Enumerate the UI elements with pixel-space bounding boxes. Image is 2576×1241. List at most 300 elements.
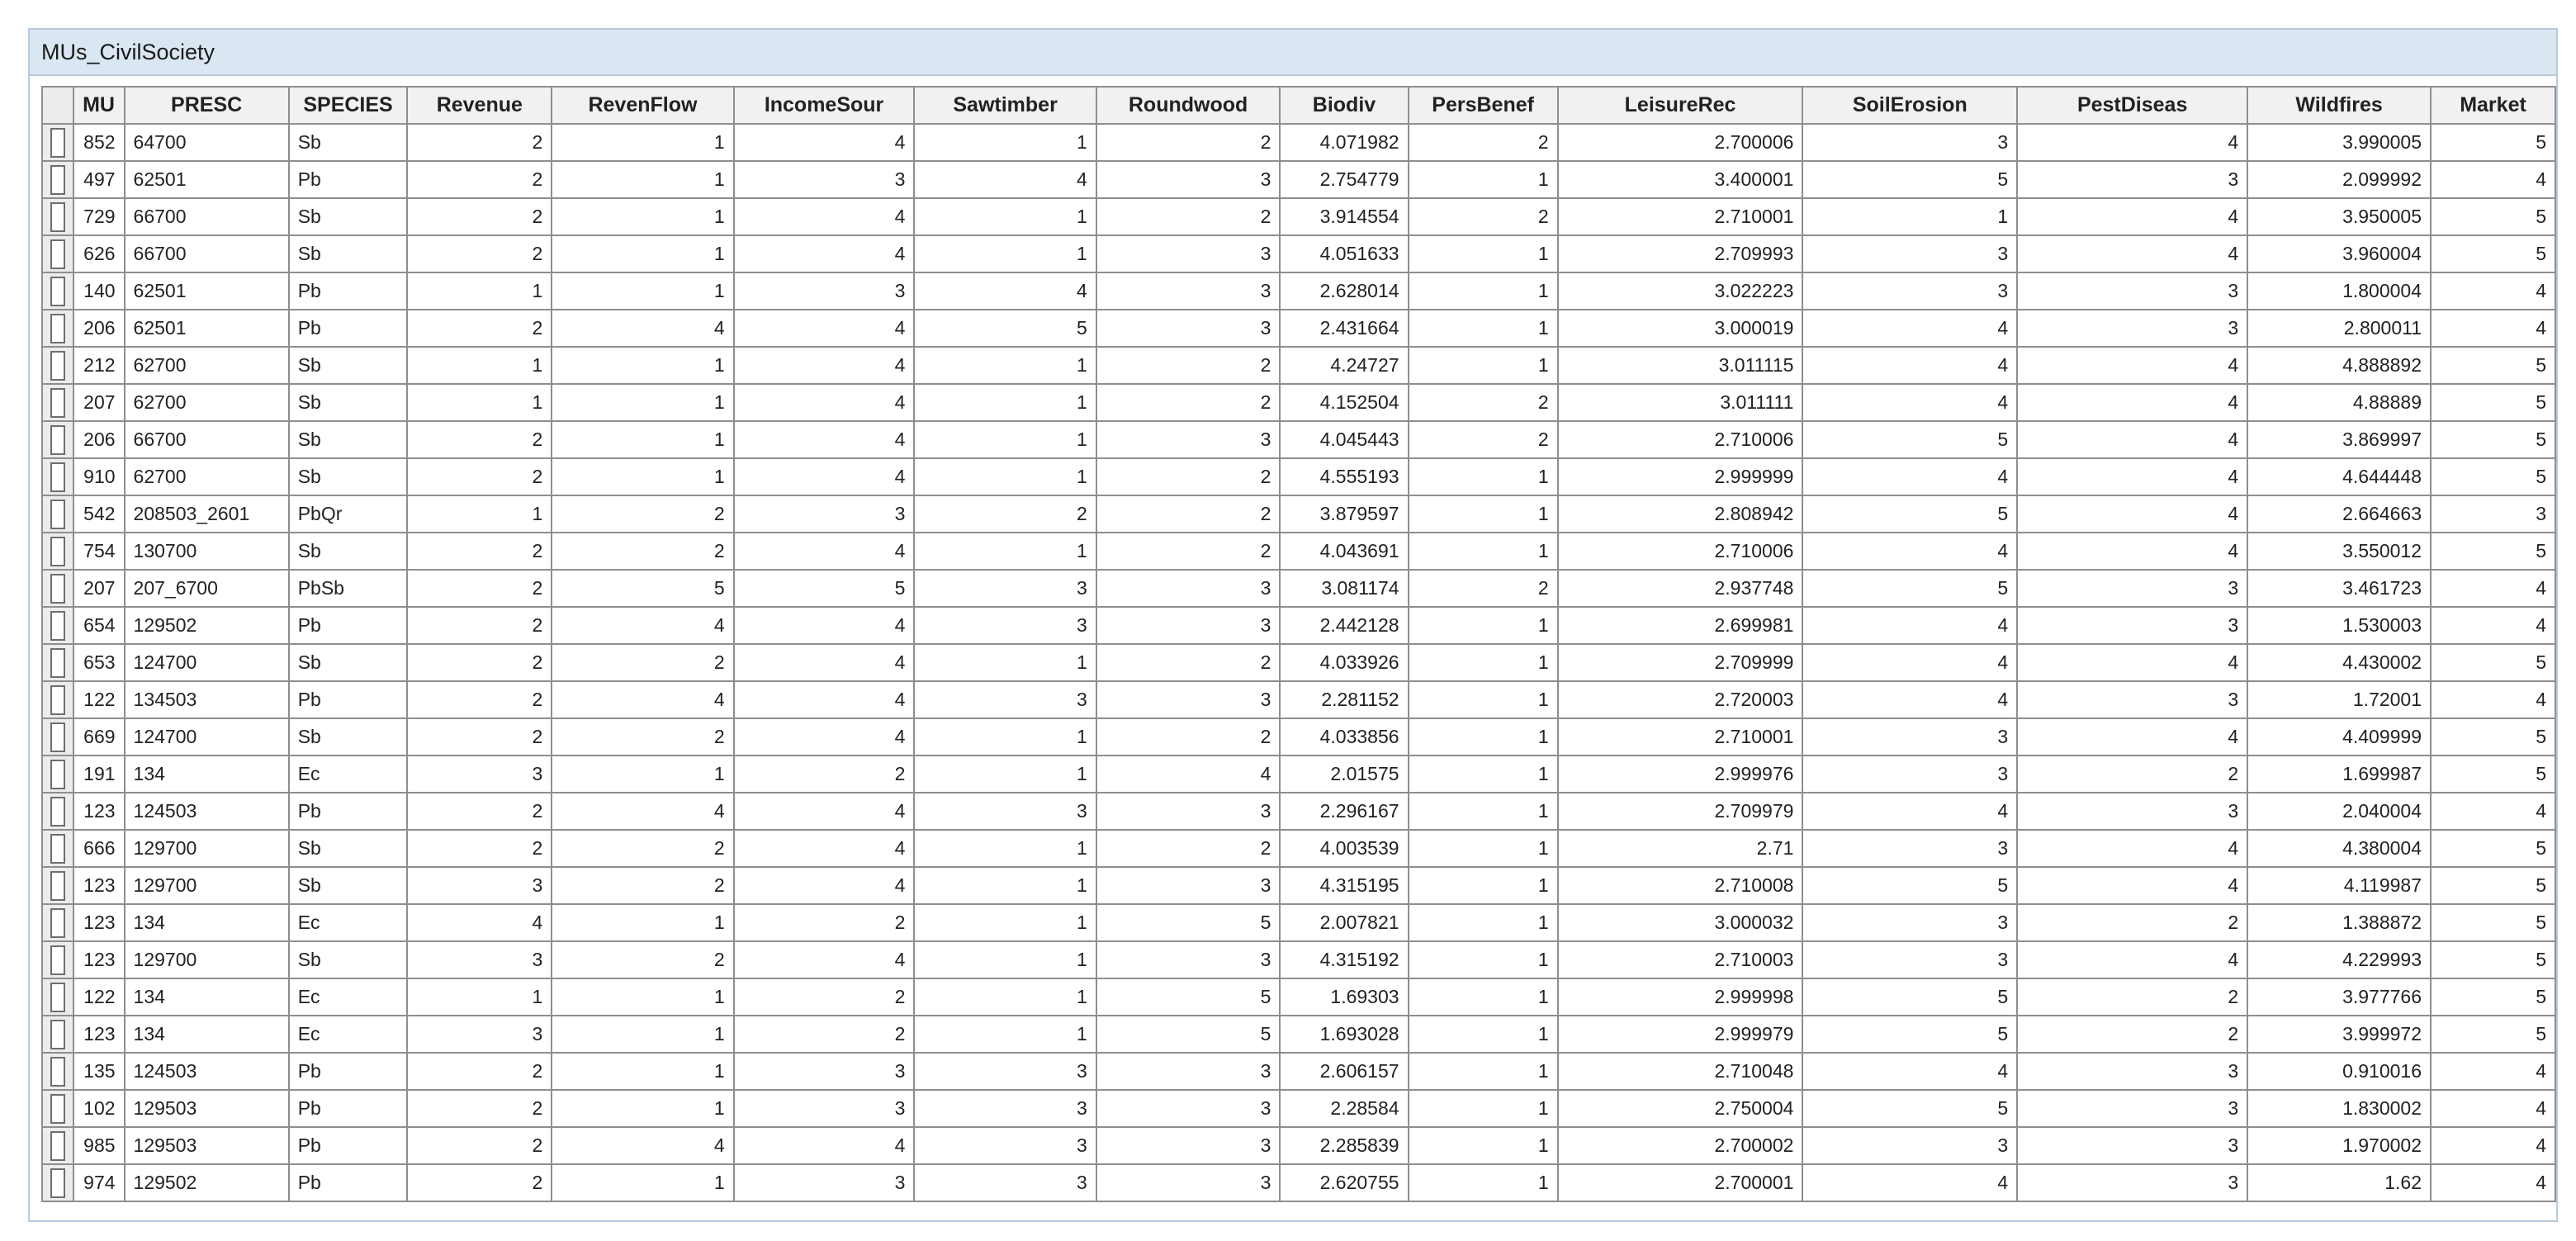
table-row[interactable] bbox=[42, 681, 2555, 718]
cell-mu[interactable]: 206 bbox=[73, 310, 125, 347]
cell-presc[interactable]: 134 bbox=[125, 978, 289, 1016]
cell-sawtimber[interactable]: 3 bbox=[914, 1164, 1096, 1201]
cell-biodiv[interactable]: 4.043691 bbox=[1280, 533, 1408, 570]
cell-wildfires[interactable]: 1.830002 bbox=[2247, 1090, 2431, 1127]
cell-pestdiseas[interactable]: 3 bbox=[2017, 272, 2247, 310]
cell-pestdiseas[interactable]: 3 bbox=[2017, 570, 2247, 607]
cell-persbenef[interactable]: 2 bbox=[1409, 384, 1558, 421]
cell-presc[interactable]: 208503_2601 bbox=[125, 495, 289, 533]
cell-revenue[interactable]: 1 bbox=[407, 384, 552, 421]
row-selector-box[interactable] bbox=[50, 908, 65, 938]
cell-market[interactable]: 4 bbox=[2431, 570, 2555, 607]
cell-leisurerec[interactable]: 2.999998 bbox=[1558, 978, 1803, 1016]
cell-persbenef[interactable]: 1 bbox=[1409, 161, 1558, 198]
cell-sawtimber[interactable]: 1 bbox=[914, 421, 1096, 458]
column-header-wildfires[interactable]: Wildfires bbox=[2247, 87, 2431, 124]
cell-roundwood[interactable]: 3 bbox=[1096, 272, 1281, 310]
cell-revenue[interactable]: 2 bbox=[407, 124, 552, 161]
row-selector-box[interactable] bbox=[50, 500, 65, 529]
cell-soilerosion[interactable]: 4 bbox=[1802, 533, 2017, 570]
cell-roundwood[interactable]: 5 bbox=[1096, 978, 1281, 1016]
cell-sawtimber[interactable]: 3 bbox=[914, 793, 1096, 830]
table-row[interactable] bbox=[42, 607, 2555, 644]
row-selector-box[interactable] bbox=[50, 760, 65, 789]
cell-leisurerec[interactable]: 3.011115 bbox=[1558, 347, 1803, 384]
cell-market[interactable]: 4 bbox=[2431, 1090, 2555, 1127]
cell-roundwood[interactable]: 3 bbox=[1096, 681, 1281, 718]
cell-mu[interactable]: 666 bbox=[73, 830, 125, 867]
table-row[interactable] bbox=[42, 1016, 2555, 1053]
cell-presc[interactable]: 62700 bbox=[125, 384, 289, 421]
cell-wildfires[interactable]: 1.699987 bbox=[2247, 755, 2431, 793]
cell-pestdiseas[interactable]: 2 bbox=[2017, 904, 2247, 941]
column-header-species[interactable]: SPECIES bbox=[289, 87, 408, 124]
table-row[interactable] bbox=[42, 1164, 2555, 1201]
cell-roundwood[interactable]: 3 bbox=[1096, 421, 1281, 458]
cell-leisurerec[interactable]: 2.700006 bbox=[1558, 124, 1803, 161]
cell-incomesour[interactable]: 4 bbox=[734, 533, 915, 570]
cell-mu[interactable]: 974 bbox=[73, 1164, 125, 1201]
cell-revenflow[interactable]: 1 bbox=[552, 1164, 733, 1201]
cell-wildfires[interactable]: 4.229993 bbox=[2247, 941, 2431, 978]
row-selector-box[interactable] bbox=[50, 388, 65, 418]
cell-sawtimber[interactable]: 1 bbox=[914, 718, 1096, 755]
cell-market[interactable]: 4 bbox=[2431, 1053, 2555, 1090]
cell-presc[interactable]: 129700 bbox=[125, 830, 289, 867]
cell-biodiv[interactable]: 2.28584 bbox=[1280, 1090, 1408, 1127]
cell-sawtimber[interactable]: 3 bbox=[914, 1127, 1096, 1164]
cell-wildfires[interactable]: 2.099992 bbox=[2247, 161, 2431, 198]
cell-revenue[interactable]: 2 bbox=[407, 458, 552, 495]
cell-species[interactable]: Sb bbox=[289, 867, 408, 904]
cell-mu[interactable]: 654 bbox=[73, 607, 125, 644]
cell-leisurerec[interactable]: 2.808942 bbox=[1558, 495, 1803, 533]
cell-roundwood[interactable]: 3 bbox=[1096, 607, 1281, 644]
cell-mu[interactable]: 910 bbox=[73, 458, 125, 495]
cell-sawtimber[interactable]: 1 bbox=[914, 941, 1096, 978]
cell-soilerosion[interactable]: 4 bbox=[1802, 458, 2017, 495]
cell-presc[interactable]: 66700 bbox=[125, 235, 289, 272]
cell-roundwood[interactable]: 3 bbox=[1096, 310, 1281, 347]
cell-persbenef[interactable]: 1 bbox=[1409, 272, 1558, 310]
cell-persbenef[interactable]: 1 bbox=[1409, 718, 1558, 755]
row-selector-box[interactable] bbox=[50, 1094, 65, 1124]
table-row[interactable] bbox=[42, 644, 2555, 681]
cell-market[interactable]: 5 bbox=[2431, 235, 2555, 272]
row-selector-box[interactable] bbox=[50, 611, 65, 641]
cell-roundwood[interactable]: 4 bbox=[1096, 755, 1281, 793]
cell-revenue[interactable]: 2 bbox=[407, 1053, 552, 1090]
table-row[interactable] bbox=[42, 347, 2555, 384]
cell-mu[interactable]: 852 bbox=[73, 124, 125, 161]
cell-mu[interactable]: 123 bbox=[73, 904, 125, 941]
cell-biodiv[interactable]: 4.152504 bbox=[1280, 384, 1408, 421]
cell-pestdiseas[interactable]: 4 bbox=[2017, 421, 2247, 458]
cell-sawtimber[interactable]: 1 bbox=[914, 1016, 1096, 1053]
cell-incomesour[interactable]: 4 bbox=[734, 830, 915, 867]
cell-species[interactable]: Ec bbox=[289, 978, 408, 1016]
cell-soilerosion[interactable]: 5 bbox=[1802, 161, 2017, 198]
cell-leisurerec[interactable]: 3.022223 bbox=[1558, 272, 1803, 310]
cell-sawtimber[interactable]: 1 bbox=[914, 384, 1096, 421]
cell-market[interactable]: 4 bbox=[2431, 1164, 2555, 1201]
table-row[interactable] bbox=[42, 124, 2555, 161]
cell-revenue[interactable]: 2 bbox=[407, 533, 552, 570]
table-row[interactable] bbox=[42, 495, 2555, 533]
cell-biodiv[interactable]: 2.754779 bbox=[1280, 161, 1408, 198]
cell-persbenef[interactable]: 1 bbox=[1409, 681, 1558, 718]
cell-incomesour[interactable]: 4 bbox=[734, 867, 915, 904]
cell-market[interactable]: 4 bbox=[2431, 272, 2555, 310]
cell-pestdiseas[interactable]: 4 bbox=[2017, 495, 2247, 533]
cell-roundwood[interactable]: 3 bbox=[1096, 161, 1281, 198]
cell-sawtimber[interactable]: 1 bbox=[914, 755, 1096, 793]
cell-species[interactable]: Sb bbox=[289, 198, 408, 235]
cell-leisurerec[interactable]: 2.710008 bbox=[1558, 867, 1803, 904]
cell-revenue[interactable]: 2 bbox=[407, 681, 552, 718]
row-selector[interactable] bbox=[42, 718, 73, 755]
cell-pestdiseas[interactable]: 2 bbox=[2017, 1016, 2247, 1053]
cell-mu[interactable]: 122 bbox=[73, 681, 125, 718]
cell-pestdiseas[interactable]: 4 bbox=[2017, 830, 2247, 867]
cell-soilerosion[interactable]: 4 bbox=[1802, 310, 2017, 347]
cell-presc[interactable]: 66700 bbox=[125, 421, 289, 458]
cell-persbenef[interactable]: 2 bbox=[1409, 198, 1558, 235]
cell-leisurerec[interactable]: 2.700002 bbox=[1558, 1127, 1803, 1164]
column-header-leisurerec[interactable]: LeisureRec bbox=[1558, 87, 1803, 124]
cell-revenue[interactable]: 2 bbox=[407, 1090, 552, 1127]
cell-presc[interactable]: 62501 bbox=[125, 272, 289, 310]
cell-species[interactable]: Pb bbox=[289, 681, 408, 718]
cell-revenue[interactable]: 2 bbox=[407, 161, 552, 198]
cell-wildfires[interactable]: 2.664663 bbox=[2247, 495, 2431, 533]
cell-revenue[interactable]: 2 bbox=[407, 793, 552, 830]
cell-biodiv[interactable]: 2.628014 bbox=[1280, 272, 1408, 310]
cell-incomesour[interactable]: 3 bbox=[734, 272, 915, 310]
cell-roundwood[interactable]: 2 bbox=[1096, 458, 1281, 495]
cell-market[interactable]: 3 bbox=[2431, 495, 2555, 533]
cell-species[interactable]: Sb bbox=[289, 458, 408, 495]
cell-soilerosion[interactable]: 3 bbox=[1802, 830, 2017, 867]
row-selector[interactable] bbox=[42, 1053, 73, 1090]
cell-leisurerec[interactable]: 2.710006 bbox=[1558, 533, 1803, 570]
row-selector[interactable] bbox=[42, 570, 73, 607]
cell-soilerosion[interactable]: 1 bbox=[1802, 198, 2017, 235]
cell-presc[interactable]: 62501 bbox=[125, 161, 289, 198]
cell-persbenef[interactable]: 1 bbox=[1409, 1016, 1558, 1053]
cell-revenflow[interactable]: 1 bbox=[552, 347, 733, 384]
cell-mu[interactable]: 497 bbox=[73, 161, 125, 198]
table-row[interactable] bbox=[42, 867, 2555, 904]
cell-presc[interactable]: 130700 bbox=[125, 533, 289, 570]
cell-wildfires[interactable]: 3.950005 bbox=[2247, 198, 2431, 235]
cell-revenue[interactable]: 2 bbox=[407, 644, 552, 681]
cell-roundwood[interactable]: 3 bbox=[1096, 570, 1281, 607]
cell-soilerosion[interactable]: 5 bbox=[1802, 1016, 2017, 1053]
table-row[interactable] bbox=[42, 570, 2555, 607]
cell-incomesour[interactable]: 4 bbox=[734, 421, 915, 458]
cell-leisurerec[interactable]: 2.709999 bbox=[1558, 644, 1803, 681]
row-selector[interactable] bbox=[42, 124, 73, 161]
cell-wildfires[interactable]: 4.409999 bbox=[2247, 718, 2431, 755]
cell-persbenef[interactable]: 1 bbox=[1409, 1127, 1558, 1164]
cell-presc[interactable]: 124700 bbox=[125, 718, 289, 755]
cell-pestdiseas[interactable]: 3 bbox=[2017, 607, 2247, 644]
cell-soilerosion[interactable]: 5 bbox=[1802, 570, 2017, 607]
cell-species[interactable]: Sb bbox=[289, 718, 408, 755]
cell-species[interactable]: Pb bbox=[289, 1090, 408, 1127]
cell-revenue[interactable]: 3 bbox=[407, 755, 552, 793]
cell-persbenef[interactable]: 1 bbox=[1409, 495, 1558, 533]
cell-soilerosion[interactable]: 5 bbox=[1802, 867, 2017, 904]
cell-sawtimber[interactable]: 1 bbox=[914, 347, 1096, 384]
cell-persbenef[interactable]: 1 bbox=[1409, 347, 1558, 384]
cell-revenflow[interactable]: 1 bbox=[552, 1053, 733, 1090]
row-selector-box[interactable] bbox=[50, 1020, 65, 1049]
cell-soilerosion[interactable]: 3 bbox=[1802, 755, 2017, 793]
cell-revenue[interactable]: 3 bbox=[407, 941, 552, 978]
cell-revenue[interactable]: 1 bbox=[407, 272, 552, 310]
cell-mu[interactable]: 207 bbox=[73, 384, 125, 421]
cell-revenflow[interactable]: 2 bbox=[552, 495, 733, 533]
cell-revenflow[interactable]: 2 bbox=[552, 941, 733, 978]
cell-incomesour[interactable]: 2 bbox=[734, 904, 915, 941]
table-row[interactable] bbox=[42, 198, 2555, 235]
cell-roundwood[interactable]: 3 bbox=[1096, 793, 1281, 830]
row-selector-box[interactable] bbox=[50, 648, 65, 678]
cell-wildfires[interactable]: 4.380004 bbox=[2247, 830, 2431, 867]
cell-wildfires[interactable]: 2.800011 bbox=[2247, 310, 2431, 347]
cell-leisurerec[interactable]: 2.999979 bbox=[1558, 1016, 1803, 1053]
cell-roundwood[interactable]: 2 bbox=[1096, 198, 1281, 235]
cell-soilerosion[interactable]: 4 bbox=[1802, 347, 2017, 384]
cell-market[interactable]: 4 bbox=[2431, 310, 2555, 347]
table-row[interactable] bbox=[42, 235, 2555, 272]
row-selector-box[interactable] bbox=[50, 983, 65, 1012]
cell-mu[interactable]: 626 bbox=[73, 235, 125, 272]
cell-species[interactable]: Sb bbox=[289, 941, 408, 978]
cell-mu[interactable]: 123 bbox=[73, 941, 125, 978]
cell-soilerosion[interactable]: 4 bbox=[1802, 1164, 2017, 1201]
table-row[interactable] bbox=[42, 941, 2555, 978]
cell-presc[interactable]: 124503 bbox=[125, 1053, 289, 1090]
cell-presc[interactable]: 129503 bbox=[125, 1127, 289, 1164]
cell-roundwood[interactable]: 5 bbox=[1096, 904, 1281, 941]
column-header-market[interactable]: Market bbox=[2431, 87, 2555, 124]
cell-species[interactable]: Sb bbox=[289, 347, 408, 384]
cell-pestdiseas[interactable]: 4 bbox=[2017, 198, 2247, 235]
cell-species[interactable]: Pb bbox=[289, 1127, 408, 1164]
cell-revenue[interactable]: 1 bbox=[407, 978, 552, 1016]
cell-sawtimber[interactable]: 1 bbox=[914, 533, 1096, 570]
cell-mu[interactable]: 123 bbox=[73, 867, 125, 904]
cell-incomesour[interactable]: 3 bbox=[734, 1053, 915, 1090]
cell-species[interactable]: Sb bbox=[289, 384, 408, 421]
row-selector[interactable] bbox=[42, 235, 73, 272]
cell-revenue[interactable]: 2 bbox=[407, 830, 552, 867]
cell-species[interactable]: Sb bbox=[289, 235, 408, 272]
cell-revenflow[interactable]: 1 bbox=[552, 1090, 733, 1127]
cell-species[interactable]: Sb bbox=[289, 644, 408, 681]
column-header-roundwood[interactable]: Roundwood bbox=[1096, 87, 1281, 124]
cell-biodiv[interactable]: 4.045443 bbox=[1280, 421, 1408, 458]
cell-revenue[interactable]: 2 bbox=[407, 718, 552, 755]
cell-market[interactable]: 5 bbox=[2431, 533, 2555, 570]
row-selector-box[interactable] bbox=[50, 351, 65, 381]
column-header-incomesour[interactable]: IncomeSour bbox=[734, 87, 915, 124]
row-selector-box[interactable] bbox=[50, 425, 65, 455]
cell-wildfires[interactable]: 4.430002 bbox=[2247, 644, 2431, 681]
cell-sawtimber[interactable]: 1 bbox=[914, 904, 1096, 941]
cell-persbenef[interactable]: 1 bbox=[1409, 533, 1558, 570]
cell-leisurerec[interactable]: 2.699981 bbox=[1558, 607, 1803, 644]
table-row[interactable] bbox=[42, 384, 2555, 421]
row-selector[interactable] bbox=[42, 198, 73, 235]
cell-revenflow[interactable]: 4 bbox=[552, 681, 733, 718]
cell-persbenef[interactable]: 1 bbox=[1409, 867, 1558, 904]
cell-sawtimber[interactable]: 4 bbox=[914, 272, 1096, 310]
column-header-revenue[interactable]: Revenue bbox=[407, 87, 552, 124]
cell-mu[interactable]: 653 bbox=[73, 644, 125, 681]
column-header-pestdiseas[interactable]: PestDiseas bbox=[2017, 87, 2247, 124]
row-selector-box[interactable] bbox=[50, 722, 65, 752]
cell-wildfires[interactable]: 1.72001 bbox=[2247, 681, 2431, 718]
cell-revenflow[interactable]: 1 bbox=[552, 272, 733, 310]
cell-revenue[interactable]: 2 bbox=[407, 607, 552, 644]
cell-roundwood[interactable]: 2 bbox=[1096, 347, 1281, 384]
row-selector-box[interactable] bbox=[50, 574, 65, 604]
row-selector[interactable] bbox=[42, 607, 73, 644]
cell-presc[interactable]: 124700 bbox=[125, 644, 289, 681]
cell-wildfires[interactable]: 0.910016 bbox=[2247, 1053, 2431, 1090]
cell-pestdiseas[interactable]: 3 bbox=[2017, 161, 2247, 198]
cell-pestdiseas[interactable]: 4 bbox=[2017, 533, 2247, 570]
cell-biodiv[interactable]: 4.315195 bbox=[1280, 867, 1408, 904]
cell-revenue[interactable]: 4 bbox=[407, 904, 552, 941]
cell-pestdiseas[interactable]: 2 bbox=[2017, 755, 2247, 793]
cell-mu[interactable]: 191 bbox=[73, 755, 125, 793]
row-selector-box[interactable] bbox=[50, 277, 65, 306]
cell-roundwood[interactable]: 3 bbox=[1096, 1090, 1281, 1127]
cell-leisurerec[interactable]: 2.999999 bbox=[1558, 458, 1803, 495]
cell-revenue[interactable]: 3 bbox=[407, 1016, 552, 1053]
cell-wildfires[interactable]: 4.644448 bbox=[2247, 458, 2431, 495]
cell-leisurerec[interactable]: 2.709993 bbox=[1558, 235, 1803, 272]
cell-incomesour[interactable]: 4 bbox=[734, 793, 915, 830]
cell-leisurerec[interactable]: 3.400001 bbox=[1558, 161, 1803, 198]
cell-presc[interactable]: 134 bbox=[125, 1016, 289, 1053]
cell-revenflow[interactable]: 1 bbox=[552, 755, 733, 793]
cell-market[interactable]: 5 bbox=[2431, 941, 2555, 978]
cell-soilerosion[interactable]: 4 bbox=[1802, 681, 2017, 718]
cell-persbenef[interactable]: 2 bbox=[1409, 570, 1558, 607]
cell-market[interactable]: 5 bbox=[2431, 867, 2555, 904]
cell-incomesour[interactable]: 4 bbox=[734, 235, 915, 272]
cell-sawtimber[interactable]: 1 bbox=[914, 867, 1096, 904]
cell-sawtimber[interactable]: 4 bbox=[914, 161, 1096, 198]
cell-species[interactable]: Pb bbox=[289, 1164, 408, 1201]
cell-mu[interactable]: 135 bbox=[73, 1053, 125, 1090]
cell-pestdiseas[interactable]: 4 bbox=[2017, 941, 2247, 978]
cell-pestdiseas[interactable]: 4 bbox=[2017, 718, 2247, 755]
cell-leisurerec[interactable]: 2.720003 bbox=[1558, 681, 1803, 718]
cell-market[interactable]: 5 bbox=[2431, 124, 2555, 161]
cell-market[interactable]: 5 bbox=[2431, 198, 2555, 235]
row-selector[interactable] bbox=[42, 384, 73, 421]
cell-species[interactable]: Pb bbox=[289, 310, 408, 347]
row-selector[interactable] bbox=[42, 941, 73, 978]
row-selector[interactable] bbox=[42, 272, 73, 310]
cell-persbenef[interactable]: 2 bbox=[1409, 421, 1558, 458]
cell-mu[interactable]: 123 bbox=[73, 793, 125, 830]
cell-biodiv[interactable]: 4.051633 bbox=[1280, 235, 1408, 272]
cell-roundwood[interactable]: 5 bbox=[1096, 1016, 1281, 1053]
cell-roundwood[interactable]: 2 bbox=[1096, 495, 1281, 533]
table-row[interactable] bbox=[42, 718, 2555, 755]
cell-market[interactable]: 4 bbox=[2431, 1127, 2555, 1164]
cell-pestdiseas[interactable]: 3 bbox=[2017, 1053, 2247, 1090]
cell-revenflow[interactable]: 5 bbox=[552, 570, 733, 607]
row-selector-box[interactable] bbox=[50, 1057, 65, 1087]
table-row[interactable] bbox=[42, 1127, 2555, 1164]
cell-soilerosion[interactable]: 4 bbox=[1802, 384, 2017, 421]
cell-mu[interactable]: 754 bbox=[73, 533, 125, 570]
cell-persbenef[interactable]: 2 bbox=[1409, 124, 1558, 161]
cell-incomesour[interactable]: 4 bbox=[734, 198, 915, 235]
row-selector[interactable] bbox=[42, 1016, 73, 1053]
row-selector[interactable] bbox=[42, 904, 73, 941]
cell-wildfires[interactable]: 1.800004 bbox=[2247, 272, 2431, 310]
cell-persbenef[interactable]: 1 bbox=[1409, 1053, 1558, 1090]
cell-wildfires[interactable]: 3.999972 bbox=[2247, 1016, 2431, 1053]
row-selector[interactable] bbox=[42, 1164, 73, 1201]
cell-leisurerec[interactable]: 2.71 bbox=[1558, 830, 1803, 867]
cell-wildfires[interactable]: 4.88889 bbox=[2247, 384, 2431, 421]
cell-presc[interactable]: 64700 bbox=[125, 124, 289, 161]
cell-revenflow[interactable]: 1 bbox=[552, 421, 733, 458]
cell-soilerosion[interactable]: 5 bbox=[1802, 978, 2017, 1016]
cell-biodiv[interactable]: 3.879597 bbox=[1280, 495, 1408, 533]
cell-biodiv[interactable]: 2.281152 bbox=[1280, 681, 1408, 718]
row-selector-box[interactable] bbox=[50, 1168, 65, 1198]
cell-pestdiseas[interactable]: 3 bbox=[2017, 1164, 2247, 1201]
cell-market[interactable]: 4 bbox=[2431, 161, 2555, 198]
cell-market[interactable]: 5 bbox=[2431, 978, 2555, 1016]
cell-mu[interactable]: 212 bbox=[73, 347, 125, 384]
cell-soilerosion[interactable]: 3 bbox=[1802, 1127, 2017, 1164]
cell-species[interactable]: Pb bbox=[289, 793, 408, 830]
cell-persbenef[interactable]: 1 bbox=[1409, 978, 1558, 1016]
row-selector-box[interactable] bbox=[50, 165, 65, 195]
row-selector[interactable] bbox=[42, 681, 73, 718]
cell-soilerosion[interactable]: 3 bbox=[1802, 235, 2017, 272]
cell-species[interactable]: Sb bbox=[289, 124, 408, 161]
cell-persbenef[interactable]: 1 bbox=[1409, 941, 1558, 978]
cell-persbenef[interactable]: 1 bbox=[1409, 235, 1558, 272]
row-selector[interactable] bbox=[42, 644, 73, 681]
cell-sawtimber[interactable]: 2 bbox=[914, 495, 1096, 533]
cell-incomesour[interactable]: 4 bbox=[734, 124, 915, 161]
cell-sawtimber[interactable]: 1 bbox=[914, 198, 1096, 235]
cell-roundwood[interactable]: 3 bbox=[1096, 235, 1281, 272]
cell-soilerosion[interactable]: 5 bbox=[1802, 421, 2017, 458]
cell-soilerosion[interactable]: 4 bbox=[1802, 793, 2017, 830]
cell-biodiv[interactable]: 4.24727 bbox=[1280, 347, 1408, 384]
cell-species[interactable]: Ec bbox=[289, 1016, 408, 1053]
cell-market[interactable]: 5 bbox=[2431, 458, 2555, 495]
cell-market[interactable]: 4 bbox=[2431, 793, 2555, 830]
cell-wildfires[interactable]: 3.977766 bbox=[2247, 978, 2431, 1016]
